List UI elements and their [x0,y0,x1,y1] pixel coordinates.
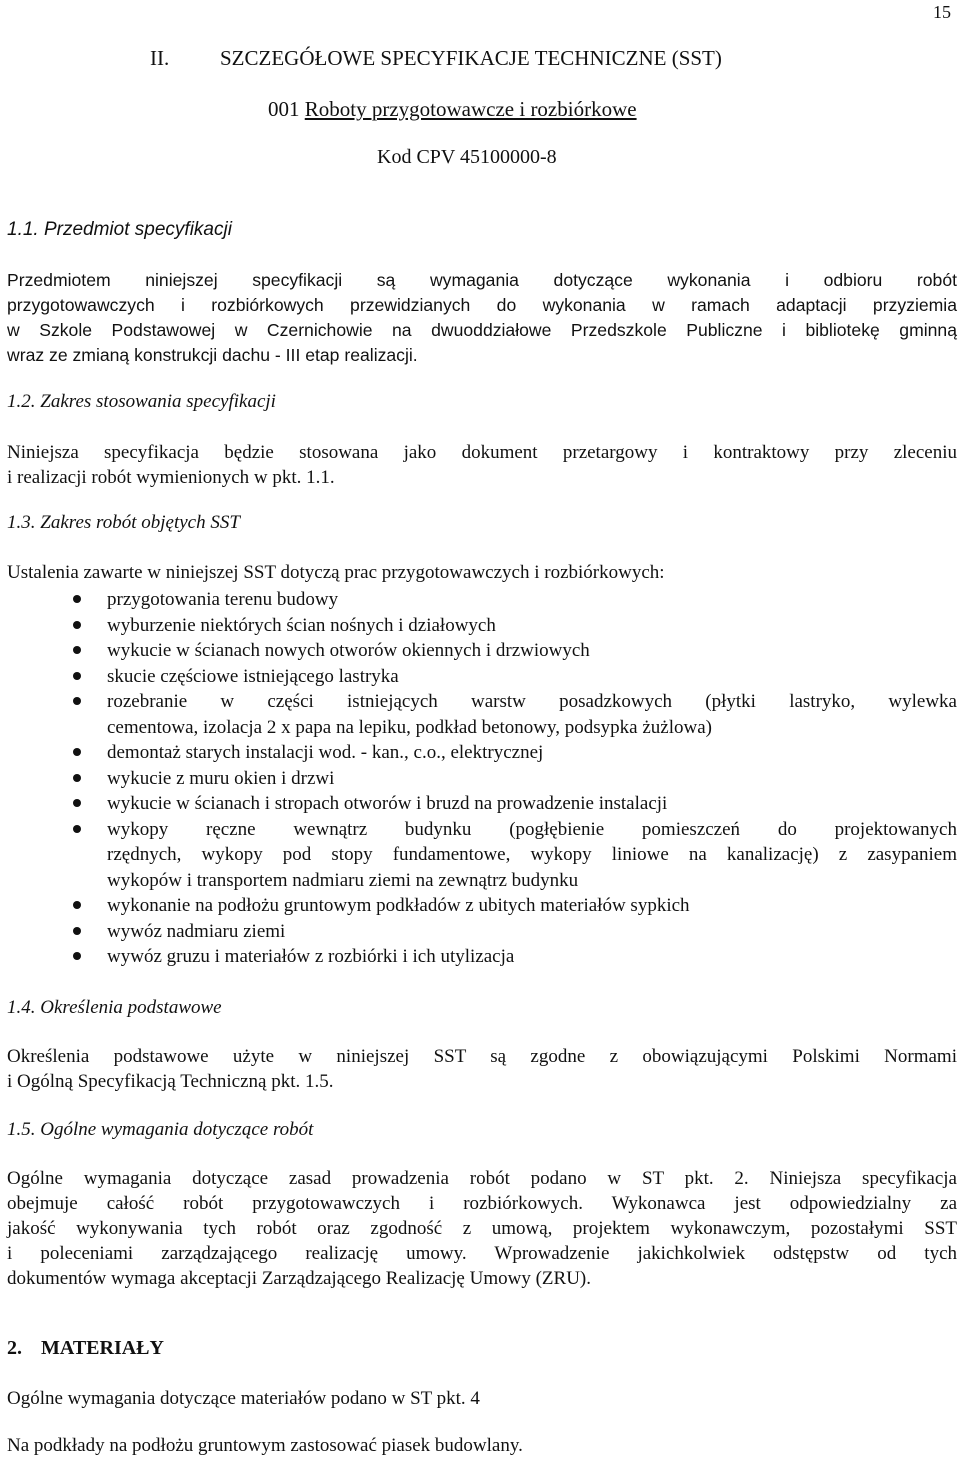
bullet-icon [73,748,81,756]
bullet-icon [73,927,81,935]
list-item: wykonanie na podłożu gruntowym podkładów z ubitych materiałów sypkich [0,893,957,919]
list-item: wywóz gruzu i materiałów z rozbiórki i ich utylizacja [0,944,957,970]
scope-list [0,587,960,970]
subtitle-text: Roboty przygotowawcze i rozbiórkowe [304,97,637,121]
section-1-5-heading: 1.5. Ogólne wymagania dotyczące robót [7,1119,314,1140]
bullet-icon [73,952,81,960]
section-2-heading: 2. MATERIAŁY [7,1337,164,1359]
list-item: skucie częściowe istniejącego lastryka [0,664,957,690]
list-item: wywóz nadmiaru ziemi [0,919,957,945]
list-item: wykucie w ścianach i stropach otworów i bruzd na prowadzenie instalacji [0,791,957,817]
section-1-4-heading: 1.4. Określenia podstawowe [7,997,222,1018]
section-1-2-paragraph [7,440,957,490]
subtitle-number: 001 [268,97,300,121]
paragraph-line: dokumentów wymaga akceptacji Zarządzającego Realizację Umowy (ZRU). [7,1268,591,1289]
paragraph-line: Niniejsza specyfikacja będzie stosowana jako dokument przetargowy i kontraktowy przy zleceniu [7,442,957,463]
bullet-icon [73,621,81,629]
paragraph-line: Ogólne wymagania dotyczące zasad prowadzenia robót podano w ST pkt. 2. Niniejsza specyfikacja [7,1168,957,1189]
paragraph-line: i Ogólną Specyfikacją Techniczną pkt. 1.5. [7,1071,334,1092]
section-1-1-heading: 1.1. Przedmiot specyfikacji [7,219,232,240]
section-1-4-paragraph [7,1044,957,1094]
paragraph-line: jakość wykonywania tych robót oraz zgodność z umową, projektem wykonawczym, pozostałymi SST [7,1218,957,1239]
section-2-line: Ogólne wymagania dotyczące materiałów podano w ST pkt. 4 [7,1388,480,1409]
paragraph-line: obejmuje całość robót przygotowawczych i rozbiórkowych. Wykonawca jest odpowiedzialny za [7,1193,957,1214]
section-1-5-paragraph [7,1166,957,1291]
paragraph-line: i realizacji robót wymienionych w pkt. 1.1. [7,467,335,488]
section-1-3-heading: 1.3. Zakres robót objętych SST [7,512,240,533]
bullet-icon [73,799,81,807]
bullet-icon [73,595,81,603]
list-item: wyburzenie niektórych ścian nośnych i działowych [0,613,957,639]
list-item: wykopy ręczne wewnątrz budynku (pogłębienie pomieszczeń do projektowanych rzędnych, wykopy pod stopy fundamentowe, wykopy liniowe na kanalizację) z zasypaniem wykopów i transportem nadmiaru ziemi na zewnątrz budynku [0,817,957,894]
section-2-line: Na podkłady na podłożu gruntowym zastosować piasek budowlany. [7,1435,523,1456]
paragraph-line: Określenia podstawowe użyte w niniejszej SST są zgodne z obowiązującymi Polskimi Normami [7,1046,957,1067]
cpv-code: Kod CPV 45100000-8 [377,146,557,168]
document-subtitle [268,97,637,122]
bullet-icon [73,646,81,654]
title-text: SZCZEGÓŁOWE SPECYFIKACJE TECHNICZNE (SST) [220,46,722,70]
document-title [150,46,722,71]
paragraph-line: przygotowawczych i rozbiórkowych przewidzianych do wykonania w ramach adaptacji przyziemia [7,295,957,315]
bullet-icon [73,901,81,909]
bullet-icon [73,672,81,680]
list-item: demontaż starych instalacji wod. - kan., c.o., elektrycznej [0,740,957,766]
list-item: rozebranie w części istniejących warstw posadzkowych (płytki lastryko, wylewka cementowa, izolacja 2 x papa na lepiku, podkład betonowy, podsypka żużlowa) [0,689,957,740]
title-number: II. [150,46,170,70]
paragraph-line: i poleceniami zarządzającego realizację umowy. Wprowadzenie jakichkolwiek odstępstw od tych [7,1243,957,1264]
list-item: przygotowania terenu budowy [0,587,957,613]
paragraph-line: w Szkole Podstawowej w Czernichowie na dwuoddziałowe Przedszkole Publiczne i bibliotekę gminną [7,320,957,340]
paragraph-line: Przedmiotem niniejszej specyfikacji są wymagania dotyczące wykonania i odbioru robót [7,270,957,290]
list-item: wykucie z muru okien i drzwi [0,766,957,792]
paragraph-line: wraz ze zmianą konstrukcji dachu - III etap realizacji. [7,345,418,365]
section-1-1-paragraph [7,268,957,368]
list-item: wykucie w ścianach nowych otworów okiennych i drzwiowych [0,638,957,664]
bullet-icon [73,825,81,833]
bullet-icon [73,774,81,782]
section-1-2-heading: 1.2. Zakres stosowania specyfikacji [7,391,276,412]
bullet-icon [73,697,81,705]
section-1-3-intro: Ustalenia zawarte w niniejszej SST dotyczą prac przygotowawczych i rozbiórkowych: [7,562,665,583]
page-number: 15 [933,2,951,22]
